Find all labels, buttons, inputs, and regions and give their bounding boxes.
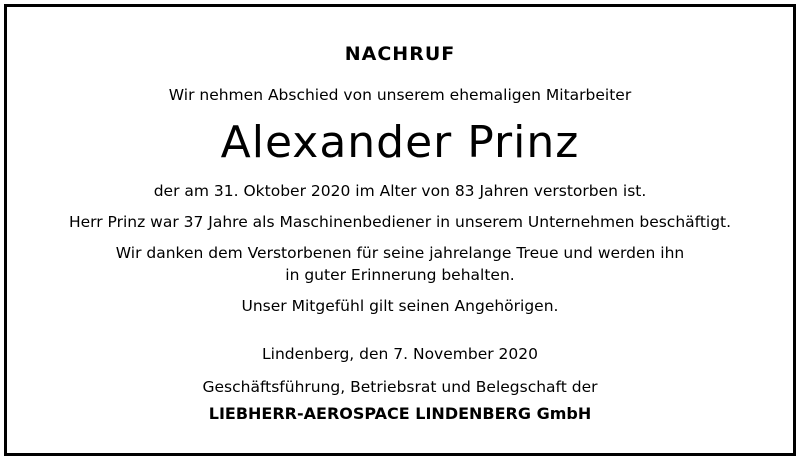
thanks-line-1: Wir danken dem Verstorbenen für seine jahrelange Treue und werden ihn <box>115 244 685 262</box>
place-date: Lindenberg, den 7. November 2020 <box>262 345 538 363</box>
death-line: der am 31. Oktober 2020 im Alter von 83 Jahren verstorben ist. <box>153 182 647 200</box>
obituary-frame <box>4 4 796 456</box>
company-name: LIEBHERR-AEROSPACE LINDENBERG GmbH <box>208 404 592 423</box>
heading: NACHRUF <box>344 43 456 65</box>
sympathy-line: Unser Mitgefühl gilt seinen Angehörigen. <box>241 297 559 315</box>
intro-text: Wir nehmen Abschied von unserem ehemaligen Mitarbeiter <box>168 86 632 104</box>
deceased-name: Alexander Prinz <box>220 117 580 168</box>
signatories: Geschäftsführung, Betriebsrat und Belegschaft der <box>202 378 598 396</box>
service-line: Herr Prinz war 37 Jahre als Maschinenbediener in unserem Unternehmen beschäftigt. <box>68 213 732 231</box>
thanks-line-2: in guter Erinnerung behalten. <box>285 266 515 284</box>
